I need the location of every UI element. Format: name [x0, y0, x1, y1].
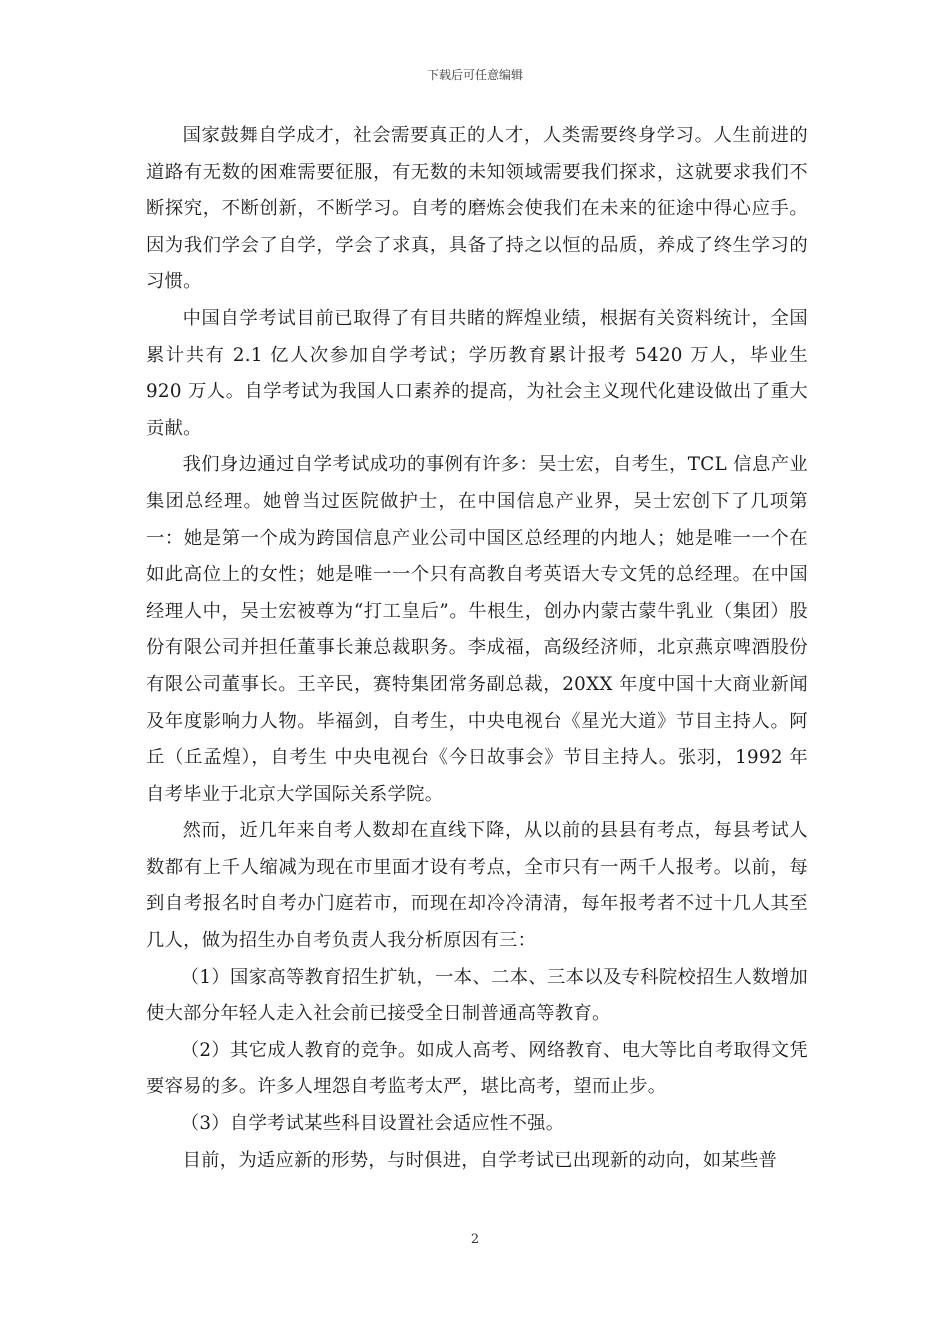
- paragraph-achievements: 中国自学考试目前已取得了有目共睹的辉煌业绩，根据有关资料统计，全国累计共有 2.1 亿人次参加自学考试；学历教育累计报考 5420 万人，毕业生 920 万人。自学考试为我国人口素养的提高，为社会主义现代化建设做出了重大贡献。: [146, 307, 808, 439]
- page-number: 2: [470, 1232, 480, 1247]
- reason-item-3: （3）自学考试某些科目设置社会适应性不强。: [180, 1113, 565, 1135]
- paragraph-current-trends: 目前，为适应新的形势，与时俱进，自学考试已出现新的动向，如某些普: [182, 1149, 778, 1171]
- reason-item-2: （2）其它成人教育的竞争。如成人高考、网络教育、电大等比自考取得文凭要容易的多。许多人埋怨自考监考太严，堪比高考，望而止步。: [146, 1039, 808, 1098]
- paragraph-decline: 然而，近几年来自考人数却在直线下降，从以前的县县有考点，每县考试人数都有上千人缩减为现在市里面才设有考点，全市只有一两千人报考。以前，每到自考报名时自考办门庭若市，而现在却冷冷清清，每年报考者不过十几人其至几人，做为招生办自考负责人我分析原因有三：: [146, 820, 808, 952]
- paragraph-lifelong-learning: 国家鼓舞自学成才，社会需要真正的人才，人类需要终身学习。人生前进的道路有无数的困难需要征服，有无数的未知领域需要我们探求，这就要求我们不断探究，不断创新，不断学习。自考的磨炼会使我们在未来的征途中得心应手。因为我们学会了自学，学会了求真，具备了持之以恒的品质，养成了终生学习的习惯。: [146, 125, 808, 293]
- page-header-note: 下载后可任意编辑: [426, 68, 523, 82]
- paragraph-success-examples: 我们身边通过自学考试成功的事例有许多：吴士宏，自考生，TCL 信息产业集团总经理。她曾当过医院做护士，在中国信息产业界，吴士宏创下了几项第一：她是第一个成为跨国信息产业公司中国区总经理的内地人；她是唯一一个在如此高位上的女性；她是唯一一个只有高教自考英语大专文凭的总经理。在中国经理人中，吴士宏被尊为“打工皇后”。牛根生，创办内蒙古蒙牛乳业（集团）股份有限公司并担任董事长兼总裁职务。李成福，高级经济师，北京燕京啤酒股份有限公司董事长。王辛民，赛特集团常务副总裁，20XX 年度中国十大商业新闻及年度影响力人物。毕福剑，自考生，中央电视台《星光大道》节目主持人。阿丘（丘孟煌），自考生 中央电视台《今日故事会》节目主持人。张羽，1992 年自考毕业于北京大学国际关系学院。: [146, 454, 808, 805]
- reason-item-1: （1）国家高等教育招生扩轨，一本、二本、三本以及专科院校招生人数增加使大部分年轻人走入社会前已接受全日制普通高等教育。: [146, 966, 808, 1025]
- document-body: [146, 118, 808, 1179]
